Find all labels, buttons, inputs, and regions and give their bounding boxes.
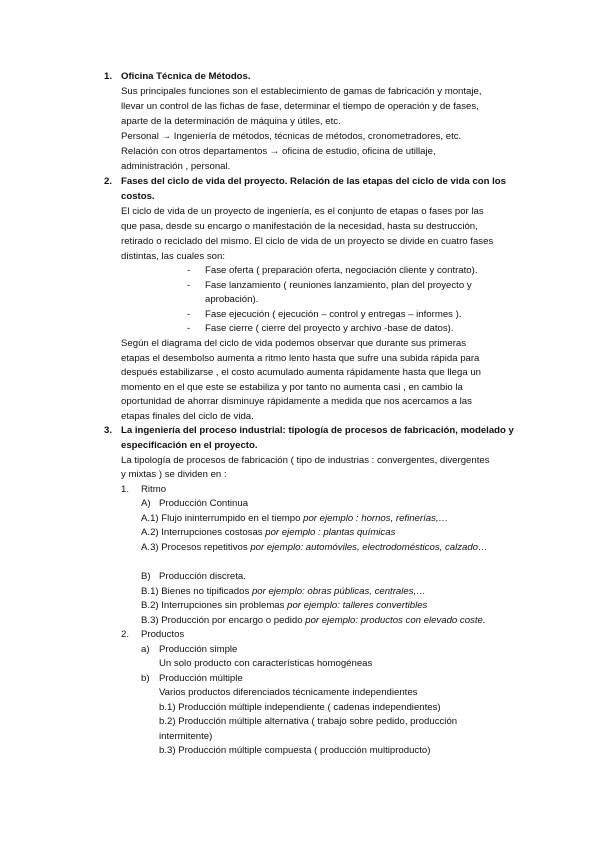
- simple-heading: Producción simple: [159, 644, 238, 655]
- item-example: por ejemplo: talleres convertibles: [287, 600, 428, 611]
- item-example: por ejemplo: obras públicas, centrales,…: [251, 586, 426, 597]
- continuous-heading: Producción Continua: [159, 498, 249, 509]
- section-2-line: que pasa, desde su encargo o manifestación de la necesidad, hasta su destrucción,: [121, 221, 478, 232]
- list-item: [141, 541, 488, 556]
- section-1-line: Sus principales funciones son el establecimiento de gamas de fabricación y montaje,: [121, 86, 482, 97]
- phase-bullet: Fase lanzamiento ( reuniones lanzamiento, plan del proyecto y: [205, 280, 472, 291]
- ritmo-heading: Ritmo: [141, 484, 167, 495]
- section-3-title: especificación en el proyecto.: [121, 440, 258, 451]
- section-2-paragraph: etapas el desembolso aumenta a ritmo lento hasta que sufre una subida rápida para: [121, 353, 480, 364]
- list-item: b.2) Producción múltiple alternativa ( trabajo sobre pedido, producción: [159, 716, 458, 727]
- section-3-line: La tipología de procesos de fabricación ( tipo de industrias : convergentes, divergentes: [121, 455, 490, 466]
- phase-bullet: Fase oferta ( preparación oferta, negociación cliente y contrato).: [205, 265, 478, 276]
- item-text: A.1) Flujo ininterrumpido en el tiempo: [141, 513, 304, 524]
- section-1-line: Relación con otros departamentos → oficina de estudio, oficina de utillaje,: [121, 146, 436, 157]
- section-2-paragraph: Según el diagrama del ciclo de vida podemos observar que durante sus primeras: [121, 338, 467, 349]
- list-item: b.1) Producción múltiple independiente ( cadenas independientes): [159, 702, 441, 713]
- ritmo-number: 1.: [121, 484, 130, 495]
- item-text: A.3) Procesos repetitivos: [141, 542, 251, 553]
- section-2-paragraph: oportunidad de ahorrar disminuye rápidamente a medida que nos acercamos a las: [121, 396, 472, 407]
- section-1-number: 1.: [104, 71, 113, 82]
- item-text: B.3) Producción por encargo o pedido: [141, 615, 306, 626]
- multiple-label: b): [141, 673, 150, 684]
- section-2-line: El ciclo de vida de un proyecto de ingeniería, es el conjunto de etapas o fases por las: [121, 206, 484, 217]
- multiple-description: Varios productos diferenciados técnicamente independientes: [159, 687, 418, 698]
- bullet-dash: -: [187, 323, 191, 334]
- section-3-title: La ingeniería del proceso industrial: tipología de procesos de fabricación, modelado y: [121, 425, 514, 436]
- item-example: por ejemplo: productos con elevado coste.: [305, 615, 486, 626]
- productos-heading: Productos: [141, 629, 185, 640]
- multiple-heading: Producción múltiple: [159, 673, 243, 684]
- section-2-line: distintas, las cuales son:: [121, 251, 225, 262]
- productos-number: 2.: [121, 629, 130, 640]
- list-item: [141, 599, 427, 614]
- discrete-label: B): [141, 571, 151, 582]
- section-1-title: Oficina Técnica de Métodos.: [121, 71, 251, 82]
- continuous-label: A): [141, 498, 151, 509]
- section-1-line: Personal → Ingeniería de métodos, técnicas de métodos, cronometradores, etc.: [121, 131, 462, 142]
- section-1-line: llevar un control de las fichas de fase, determinar el tiempo de operación y de fases,: [121, 101, 479, 112]
- section-1-line: administración , personal.: [121, 161, 231, 172]
- item-text: A.2) Interrupciones costosas: [141, 527, 266, 538]
- section-2-title: costos.: [121, 191, 155, 202]
- phase-bullet: aprobación).: [205, 294, 259, 305]
- section-3-line: y mixtas ) se dividen en :: [121, 469, 227, 480]
- list-item: [141, 512, 448, 527]
- phase-bullet: Fase cierre ( cierre del proyecto y archivo -base de datos).: [205, 323, 454, 334]
- discrete-heading: Producción discreta.: [159, 571, 246, 582]
- item-example: por ejemplo: automóviles, electrodomésticos, calzado…: [250, 542, 488, 553]
- item-example: por ejemplo : plantas químicas: [265, 527, 396, 538]
- bullet-dash: -: [187, 265, 191, 276]
- simple-description: Un solo producto con características homogéneas: [159, 658, 373, 669]
- phase-bullet: Fase ejecución ( ejecución – control y entregas – informes ).: [205, 309, 462, 320]
- list-item: [141, 526, 395, 541]
- section-3-number: 3.: [104, 425, 113, 436]
- section-2-number: 2.: [104, 176, 113, 187]
- section-2-title: Fases del ciclo de vida del proyecto. Relación de las etapas del ciclo de vida con los: [121, 176, 506, 187]
- section-1-line: aparte de la determinación de máquina y útiles, etc.: [121, 116, 341, 127]
- section-2-paragraph: después estabilizarse , el costo acumulado aumenta rápidamente hasta que llega un: [121, 367, 481, 378]
- list-item: [141, 614, 486, 629]
- simple-label: a): [141, 644, 150, 655]
- item-text: B.2) Interrupciones sin problemas: [141, 600, 288, 611]
- item-text: B.1) Bienes no tipificados: [141, 586, 252, 597]
- list-item: intermitente): [159, 731, 213, 742]
- item-example: por ejemplo : hornos, refinerías,…: [303, 513, 449, 524]
- list-item: b.3) Producción múltiple compuesta ( producción multiproducto): [159, 745, 431, 756]
- section-2-line: retirado o reciclado del mismo. El ciclo de vida de un proyecto se divide en cuatro fases: [121, 236, 494, 247]
- list-item: [141, 585, 426, 600]
- bullet-dash: -: [187, 280, 191, 291]
- section-2-paragraph: etapas finales del ciclo de vida.: [121, 411, 254, 422]
- section-2-paragraph: momento en el que este se estabiliza y por tanto no aumenta casi , en cambio la: [121, 382, 463, 393]
- bullet-dash: -: [187, 309, 191, 320]
